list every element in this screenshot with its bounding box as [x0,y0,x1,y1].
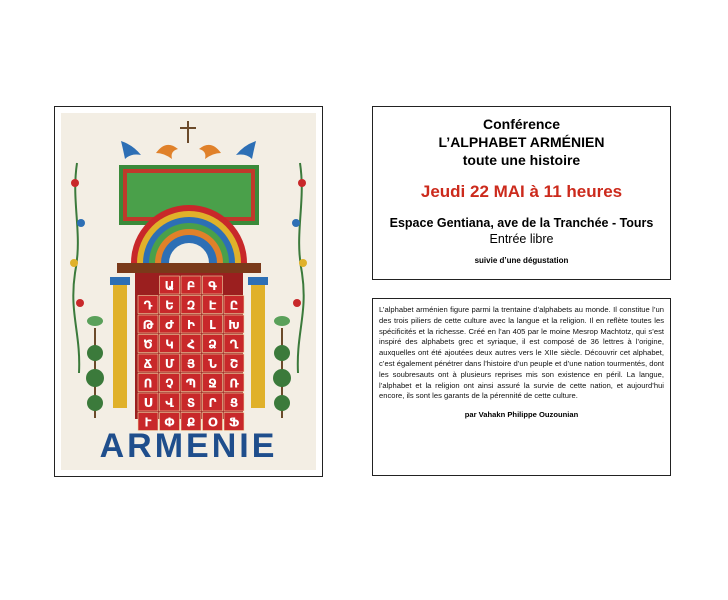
letter-glyph: Ռ [229,376,239,391]
description-box [372,298,671,476]
tasting-note: suivie d’une dégustation [474,256,569,265]
letter-glyph: Ւ [144,415,152,430]
letter-glyph: Ջ [208,376,217,391]
letter-glyph: Ի [187,318,195,332]
author-credit: par Vahakn Philippe Ouzounian [464,410,579,420]
letter-glyph: Պ [185,376,197,391]
letter-glyph: Գ [208,279,217,293]
letter-glyph: Դ [143,298,153,313]
letter-glyph: Ն [208,357,217,371]
letter-glyph: Մ [164,357,175,371]
conference-subtitle: toute une histoire [462,152,581,168]
letter-glyph: Ֆ [228,415,240,430]
letter-glyph: Ձ [208,337,217,352]
letter-glyph: Հ [187,337,195,352]
conference-title: L’ALPHABET ARMÉNIEN [438,134,605,150]
conference-info-box [372,106,671,280]
letter-glyph: Ո [143,376,153,391]
letter-glyph: Յ [186,357,196,371]
letter-glyph: Ճ [143,357,153,371]
conference-venue: Espace Gentiana, ave de la Tranchée - Tours [389,216,654,230]
letter-glyph: Ե [165,298,174,313]
letter-glyph: Ր [208,396,217,410]
letter-glyph: Վ [165,396,174,410]
armenian-alphabet-poster [61,113,316,470]
letter-glyph: Թ [142,318,154,332]
entry-note: Entrée libre [489,232,554,246]
letter-glyph: Ս [143,396,153,410]
letter-glyph: Չ [165,376,174,391]
letter-glyph: Բ [186,279,196,293]
letter-glyph: Ա [164,279,175,293]
letter-glyph: Լ [209,318,216,332]
conference-date: Jeudi 22 MAI à 11 heures [420,182,623,201]
letter-glyph: Փ [164,415,175,430]
poster-title: ARMENIE [99,427,278,465]
poster-illustration [61,113,316,470]
conference-label: Conférence [482,116,561,132]
letter-glyph: Է [208,298,217,313]
letter-glyph: Կ [165,337,174,352]
letter-glyph: Խ [228,318,240,332]
letter-glyph: Ք [186,415,196,430]
poster-frame [54,106,323,477]
letter-glyph: Շ [229,357,239,371]
letter-glyph: Ց [229,396,239,410]
letter-glyph: Զ [186,298,196,313]
letter-glyph: Ծ [143,337,153,352]
description-text: L’alphabet arménien figure parmi la trentaine d’alphabets au monde. Il constitue l’un des trois piliers de cette culture avec la langue et la religion. Il en reflète toutes les spécificités et la richesse. Créé en l’an 405 par le moine Mesrop Machtotz, qui s’est inspiré des alphabets grec et syriaque, il est composé de 36 lettres à l’origine, auxquelles ont été ajoutées deux autres vers le XIIe siècle. Découvrir cet alphabet, c’est également pénétrer dans l’histoire d’un peuple et d’une nation tourmentés, dont les soubresauts ont à plusieurs reprises mis son existence en péril. La langue, l’alphabet et la religion ont ainsi assuré la survie de cette nation, et aujourd’hui encore, ils sont les garants de la pérennité de cette culture. [379,305,664,401]
letter-glyph: Ժ [165,318,174,332]
letter-glyph: Ը [229,298,239,313]
letter-glyph: Ղ [229,337,239,352]
letter-glyph: Տ [186,396,196,410]
letter-glyph: Օ [207,415,218,430]
